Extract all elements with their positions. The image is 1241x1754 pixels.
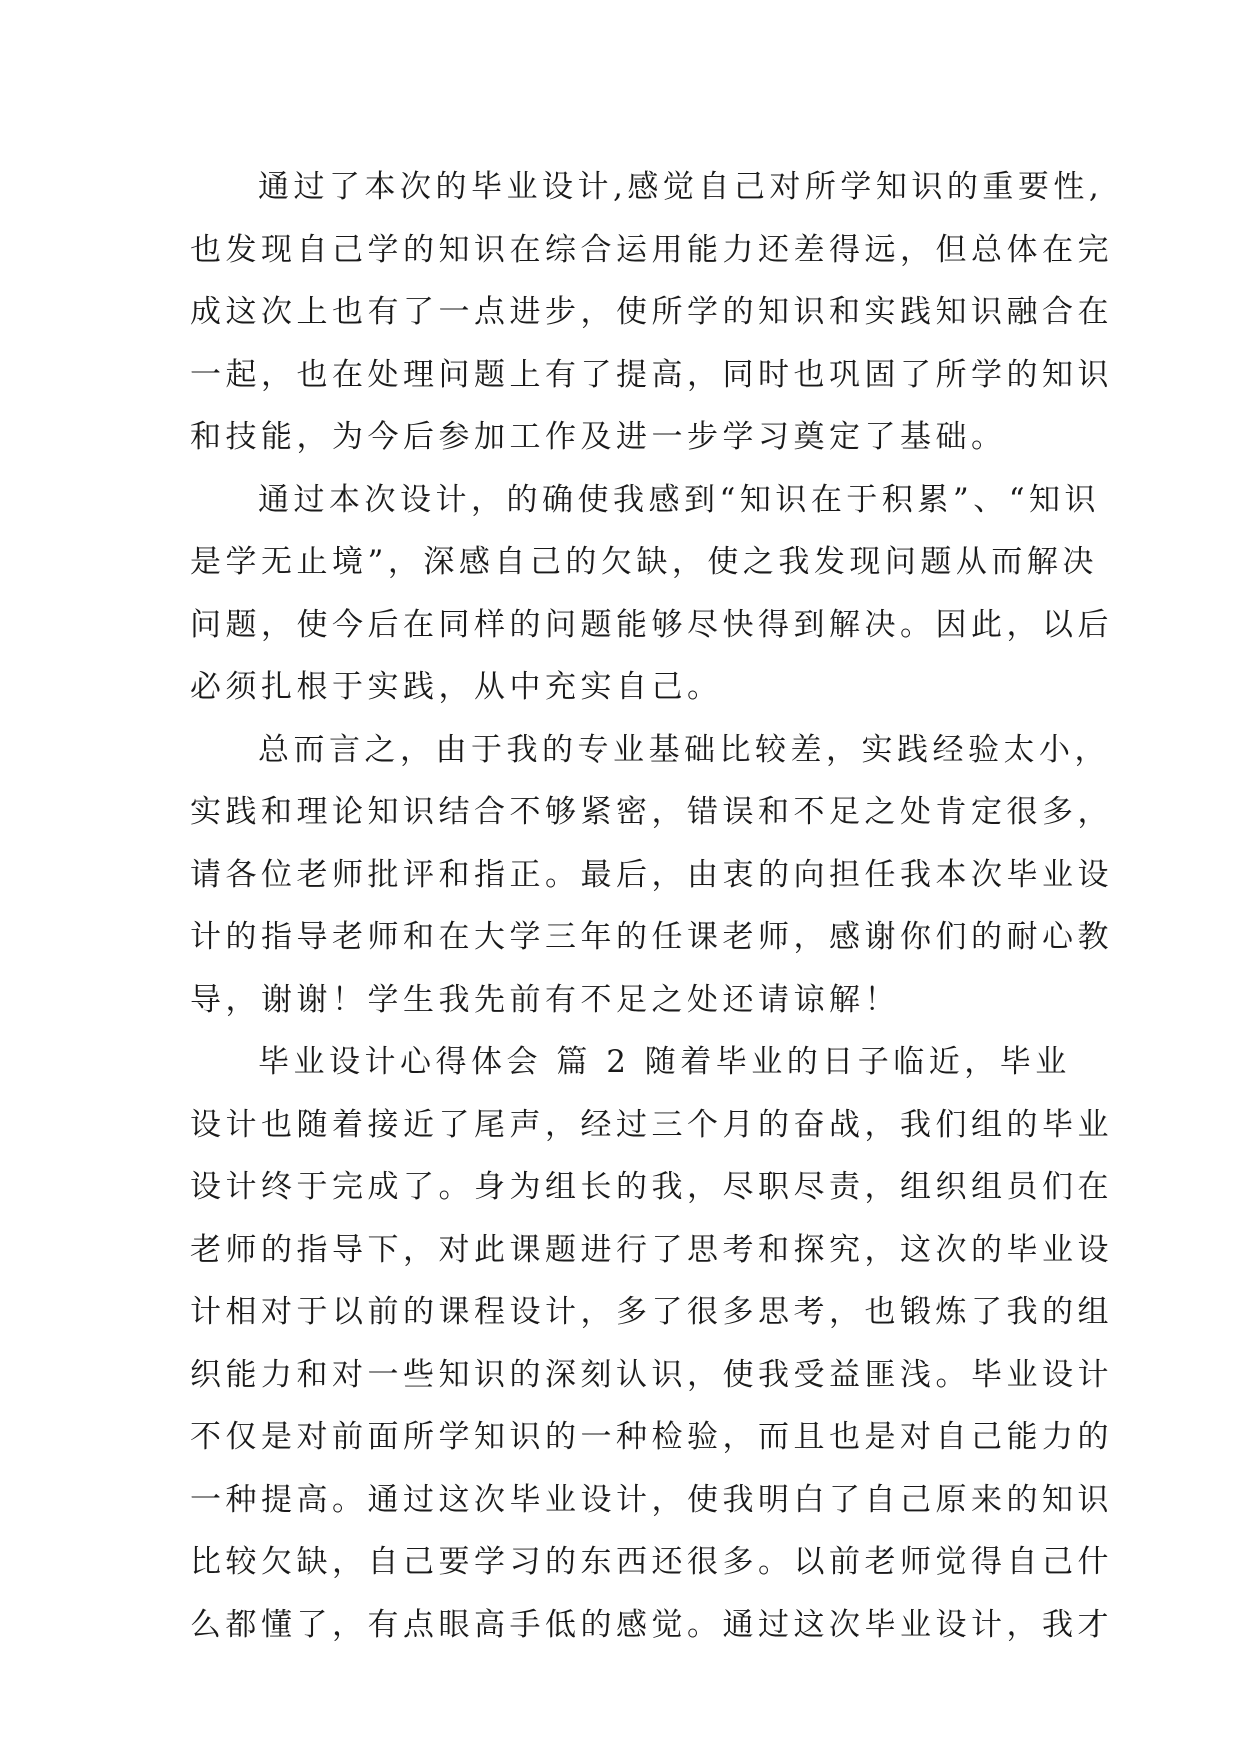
text-line: 设计也随着接近了尾声，经过三个月的奋战，我们组的毕业 — [190, 1106, 1113, 1143]
paragraph-first-line: 总而言之，由于我的专业基础比较差，实践经验太小， — [258, 731, 1110, 768]
text-line: 请各位老师批评和指正。最后，由衷的向担任我本次毕业设 — [190, 856, 1113, 893]
text-line: 不仅是对前面所学知识的一种检验，而且也是对自己能力的 — [190, 1419, 1113, 1455]
text-line: 实践和理论知识结合不够紧密，错误和不足之处肯定很多， — [190, 794, 1113, 830]
paragraph-first-line: 通过了本次的毕业设计,感觉自己对所学知识的重要性, — [258, 169, 1104, 205]
paragraph-first-line: 通过本次设计，的确使我感到“知识在于积累”、“知识 — [258, 481, 1101, 518]
document-body — [190, 156, 1113, 1656]
text-line: 和技能，为今后参加工作及进一步学习奠定了基础。 — [190, 419, 1007, 455]
text-line: 老师的指导下，对此课题进行了思考和探究，这次的毕业设 — [190, 1231, 1113, 1268]
text-line: 计的指导老师和在大学三年的任课老师，感谢你们的耐心教 — [190, 919, 1113, 955]
text-line: 必须扎根于实践，从中充实自己。 — [190, 669, 723, 705]
text-line: 问题，使今后在同样的问题能够尽快得到解决。因此，以后 — [190, 606, 1113, 643]
text-line: 织能力和对一些知识的深刻认识，使我受益匪浅。毕业设计 — [190, 1356, 1113, 1393]
text-line: 是学无止境”，深感自己的欠缺，使之我发现问题从而解决 — [190, 544, 1098, 580]
text-line: 导，谢谢！学生我先前有不足之处还请谅解！ — [190, 981, 900, 1018]
text-line: 么都懂了，有点眼高手低的感觉。通过这次毕业设计，我才 — [190, 1606, 1113, 1643]
text-line: 一起，也在处理问题上有了提高，同时也巩固了所学的知识 — [190, 356, 1113, 393]
paragraph-first-line: 毕业设计心得体会 篇 2 随着毕业的日子临近，毕业 — [258, 1044, 1071, 1080]
text-line: 计相对于以前的课程设计，多了很多思考，也锻炼了我的组 — [190, 1294, 1113, 1330]
text-line: 一种提高。通过这次毕业设计，使我明白了自己原来的知识 — [190, 1481, 1113, 1518]
text-line: 比较欠缺，自己要学习的东西还很多。以前老师觉得自己什 — [190, 1544, 1113, 1580]
text-line: 也发现自己学的知识在综合运用能力还差得远，但总体在完 — [190, 231, 1113, 268]
text-line: 设计终于完成了。身为组长的我，尽职尽责，组织组员们在 — [190, 1169, 1113, 1205]
text-line: 成这次上也有了一点进步，使所学的知识和实践知识融合在 — [190, 294, 1113, 330]
